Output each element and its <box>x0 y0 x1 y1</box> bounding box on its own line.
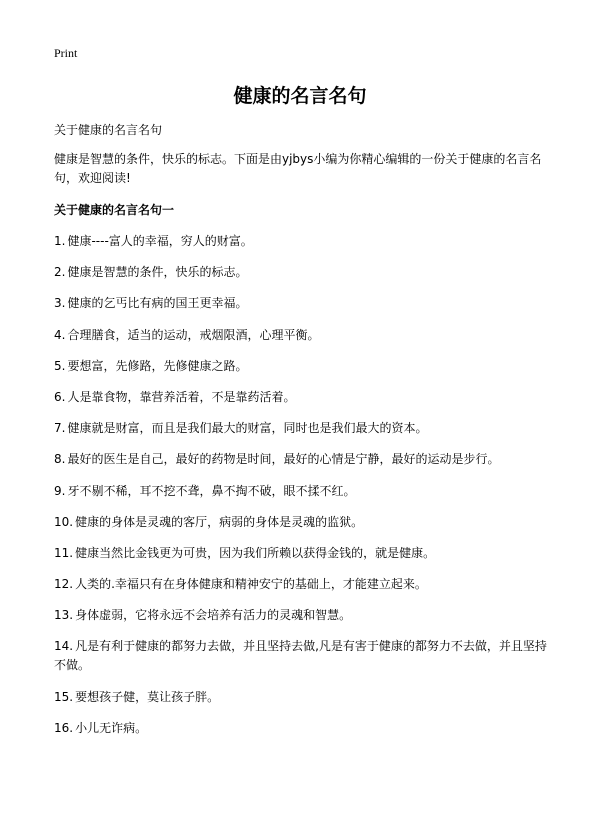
list-item <box>54 606 554 625</box>
item-text: 健康----富人的幸福，穷人的财富。 <box>67 234 253 248</box>
intro-paragraph: 健康是智慧的条件，快乐的标志。下面是由yjbys小编为你精心编辑的一份关于健康的名言名句，欢迎阅读! <box>54 152 542 185</box>
item-text: 合理膳食，适当的运动，戒烟限酒，心理平衡。 <box>67 327 320 342</box>
item-number: 11. <box>54 545 74 560</box>
item-number: 16. <box>54 720 74 735</box>
item-number: 13. <box>54 608 74 623</box>
list-item <box>54 637 554 675</box>
item-number: 14. <box>54 639 74 654</box>
item-text: 健康就是财富，而且是我们最大的财富，同时也是我们最大的资本。 <box>67 421 428 436</box>
item-number: 12. <box>54 577 74 592</box>
list-item <box>54 450 554 469</box>
item-text: 健康的乞丐比有病的国王更幸福。 <box>67 296 248 311</box>
list-item <box>54 575 554 594</box>
item-text: 牙不剔不稀，耳不挖不聋，鼻不掏不破，眼不揉不红。 <box>67 483 356 498</box>
list-item <box>54 294 554 313</box>
item-number: 15. <box>54 689 74 704</box>
quote-list <box>54 232 554 750</box>
print-link[interactable]: Print <box>54 46 78 60</box>
subtitle: 关于健康的名言名句 <box>54 123 163 137</box>
item-text: 健康的身体是灵魂的客厅，病弱的身体是灵魂的监狱。 <box>75 514 364 529</box>
item-number: 6. <box>54 389 66 404</box>
item-text: 人是靠食物，靠营养活着，不是靠药活着。 <box>67 389 296 404</box>
item-number: 9. <box>54 483 66 498</box>
list-item <box>54 544 554 563</box>
section-heading: 关于健康的名言名句一 <box>54 203 175 217</box>
item-number: 5. <box>54 358 66 373</box>
list-item <box>54 388 554 407</box>
list-item <box>54 513 554 532</box>
item-text: 小儿无诈病。 <box>75 720 148 735</box>
item-number: 7. <box>54 421 66 436</box>
item-number: 3. <box>54 296 66 311</box>
page-title: 健康的名言名句 <box>233 85 367 107</box>
list-item <box>54 688 554 707</box>
list-item <box>54 326 554 345</box>
item-text: 要想孩子健，莫让孩子胖。 <box>75 689 220 704</box>
list-item <box>54 719 554 738</box>
item-text: 身体虚弱，它将永远不会培养有活力的灵魂和智慧。 <box>75 608 352 623</box>
item-text: 人类的.幸福只有在身体健康和精神安宁的基础上，才能建立起来。 <box>75 577 427 592</box>
list-item <box>54 263 554 282</box>
item-text: 要想富，先修路，先修健康之路。 <box>67 358 248 373</box>
item-text: 最好的医生是自己，最好的药物是时间，最好的心情是宁静，最好的运动是步行。 <box>67 452 500 467</box>
item-number: 8. <box>54 452 66 467</box>
item-number: 10. <box>54 514 74 529</box>
item-text: 凡是有利于健康的都努力去做，并且坚持去做,凡是有害于健康的都努力不去做，并且坚持不做。 <box>54 639 547 673</box>
item-number: 1. <box>54 234 66 248</box>
item-number: 4. <box>54 327 66 342</box>
list-item <box>54 357 554 376</box>
item-text: 健康是智慧的条件，快乐的标志。 <box>67 265 248 280</box>
item-number: 2. <box>54 265 66 280</box>
list-item <box>54 419 554 438</box>
list-item <box>54 482 554 501</box>
list-item <box>54 232 554 251</box>
item-text: 健康当然比金钱更为可贵，因为我们所赖以获得金钱的，就是健康。 <box>75 545 436 560</box>
